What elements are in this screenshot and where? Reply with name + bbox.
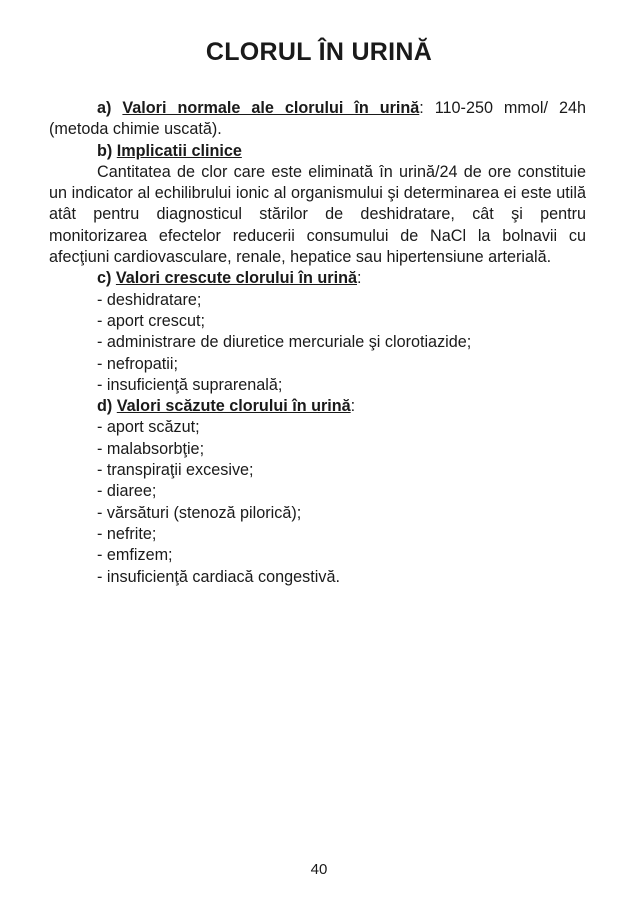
list-item: - aport crescut; (97, 311, 205, 330)
section-b-letter: b) (97, 141, 113, 160)
list-item: - vărsături (stenoză pilorică); (97, 503, 302, 522)
page-title: CLORUL ÎN URINĂ (205, 38, 433, 66)
list-item: - administrare de diuretice mercuriale şi clorotiazide; (97, 333, 472, 352)
list-item: - aport scăzut; (97, 418, 200, 437)
section-c-list (49, 290, 586, 396)
section-c-suffix: : (357, 269, 362, 288)
list-item: - insuficienţă cardiacă congestivă. (97, 567, 340, 586)
section-b-heading: Implicatii clinice (116, 141, 242, 160)
section-b-heading-line (49, 141, 586, 162)
section-d-heading-line (49, 396, 586, 417)
list-item: - diaree; (97, 482, 157, 501)
section-c-letter: c) (97, 269, 112, 288)
section-a-paragraph (49, 98, 586, 141)
section-d-letter: d) (97, 397, 113, 416)
section-a-text: : 110-250 mmol/ 24h (metoda chimie uscată). (49, 99, 586, 139)
section-a-heading: Valori normale ale clorului în urină (122, 99, 420, 117)
section-c-heading: Valori crescute clorului în urină (115, 269, 357, 288)
list-item: - nefrite; (97, 524, 157, 543)
section-d-suffix: : (350, 397, 356, 416)
list-item: - insuficienţă suprarenală; (97, 375, 283, 394)
page-body (49, 98, 586, 588)
section-d-heading: Valori scăzute clorului în urină (116, 397, 351, 416)
page-number: 40 (310, 861, 328, 878)
list-item: - deshidratare; (97, 290, 202, 309)
section-a-letter: a) (97, 99, 112, 117)
list-item: - transpiraţii excesive; (97, 461, 254, 480)
list-item: - malabsorbţie; (97, 439, 205, 458)
list-item: - nefropatii; (97, 354, 178, 373)
section-b-paragraph: Cantitatea de clor care este eliminată în urină/24 de ore constituie un indicator al echilibrului ionic al organismului şi determinarea ei este utilă atât pentru diagnosticul stărilor de deshidratare, cât şi pentru monitorizarea efectelor reducerii consumului de NaCl la bolnavii cu afecţiuni cardiovasculare, renale, hepatice sau hipertensiune arterială. (49, 162, 586, 267)
section-c-heading-line (49, 268, 586, 289)
list-item: - emfizem; (97, 546, 173, 565)
section-d-list (49, 417, 586, 587)
